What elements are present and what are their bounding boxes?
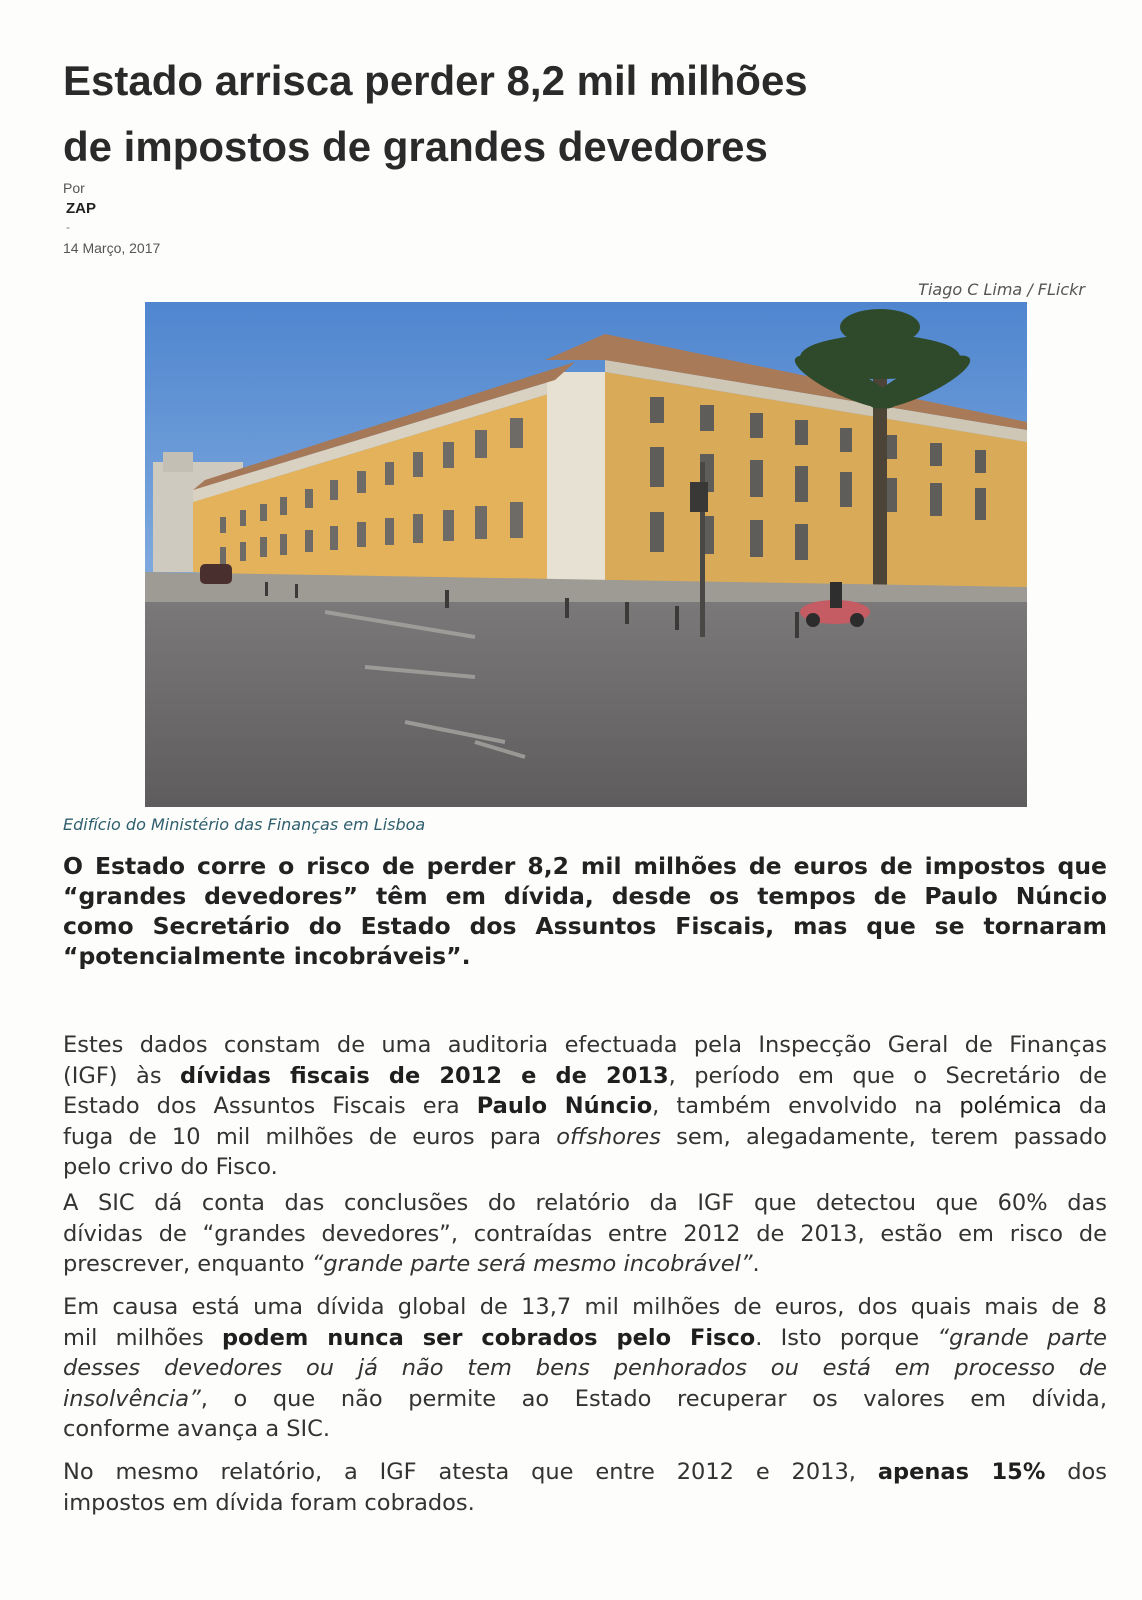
paragraph-1 — [63, 1030, 1107, 1183]
text-line: dívidas de “grandes devedores”, contraídas entre 2012 de 2013, estão em risco de — [63, 1220, 1107, 1247]
emphasis: podem nunca ser cobrados pelo Fisco — [221, 1324, 756, 1351]
quote: “grande parte — [937, 1324, 1108, 1351]
photo-caption: Edifício do Ministério das Finanças em Lisboa — [63, 815, 426, 834]
text-line: impostos em dívida foram cobrados. — [63, 1489, 475, 1516]
title-line: Estado arrisca perder 8,2 mil milhões — [63, 57, 808, 104]
lead-line: “grandes devedores” têm em dívida, desde os tempos de Paulo Núncio — [63, 882, 1107, 910]
emphasis: apenas 15% — [877, 1459, 1046, 1485]
lead-line: O Estado corre o risco de perder 8,2 mil milhões de euros de impostos que — [63, 852, 1107, 880]
article-title — [63, 48, 1063, 180]
author-name: ZAP — [66, 200, 96, 217]
text-line: Estes dados constam de uma auditoria efectuada pela Inspecção Geral de Finanças — [63, 1032, 1107, 1058]
emphasis: dívidas fiscais de 2012 e de 2013 — [180, 1062, 669, 1089]
paragraph-3 — [63, 1292, 1107, 1445]
text-line: prescrever, enquanto “grande parte será mesmo incobrável”. — [63, 1251, 760, 1277]
by-label: Por — [63, 180, 85, 196]
text-line: Em causa está uma dívida global de 13,7 mil milhões de euros, dos quais mais de 8 — [63, 1294, 1107, 1320]
article-lead — [63, 851, 1107, 971]
text-line: (IGF) às dívidas fiscais de 2012 e de 2013, período em que o Secretário de — [63, 1062, 1108, 1089]
photo-credit: Tiago C Lima / FLickr — [918, 280, 1085, 299]
paragraph-4 — [63, 1457, 1107, 1518]
article-photo — [145, 302, 1027, 807]
publish-date: 14 Março, 2017 — [63, 240, 161, 256]
title-line: de impostos de grandes devedores — [63, 123, 768, 170]
lead-line: “potencialmente incobráveis”. — [63, 942, 471, 970]
text-line: fuga de 10 mil milhões de euros para offshores sem, alegadamente, terem passado — [63, 1123, 1107, 1150]
quote: “grande parte será mesmo incobrável” — [311, 1251, 753, 1277]
emphasis: Paulo Núncio — [476, 1093, 653, 1119]
quote: desses devedores ou já não tem bens penhorados ou está em processo de — [63, 1355, 1107, 1381]
text-line — [63, 1353, 1107, 1384]
text-line: pelo crivo do Fisco. — [63, 1154, 278, 1180]
text-line: conforme avança a SIC. — [63, 1416, 331, 1442]
byline-separator: - — [66, 220, 70, 234]
lead-line: como Secretário do Estado dos Assuntos Fiscais, mas que se tornaram — [63, 912, 1107, 940]
text-line: mil milhões podem nunca ser cobrados pelo Fisco. Isto porque “grande parte — [63, 1324, 1108, 1351]
text-line: Estado dos Assuntos Fiscais era Paulo Núncio, também envolvido na polémica da — [63, 1093, 1107, 1119]
polemica-link[interactable]: polémica — [959, 1093, 1062, 1119]
text-line: insolvência”, o que não permite ao Estado recuperar os valores em dívida, — [63, 1385, 1107, 1412]
quote: insolvência” — [63, 1385, 201, 1412]
text-line: A SIC dá conta das conclusões do relatório da IGF que detectou que 60% das — [63, 1190, 1107, 1216]
italic-term: offshores — [556, 1123, 661, 1150]
paragraph-2 — [63, 1188, 1107, 1280]
text-line: No mesmo relatório, a IGF atesta que entre 2012 e 2013, apenas 15% dos — [63, 1459, 1107, 1485]
ministry-building-illustration — [145, 302, 1027, 807]
